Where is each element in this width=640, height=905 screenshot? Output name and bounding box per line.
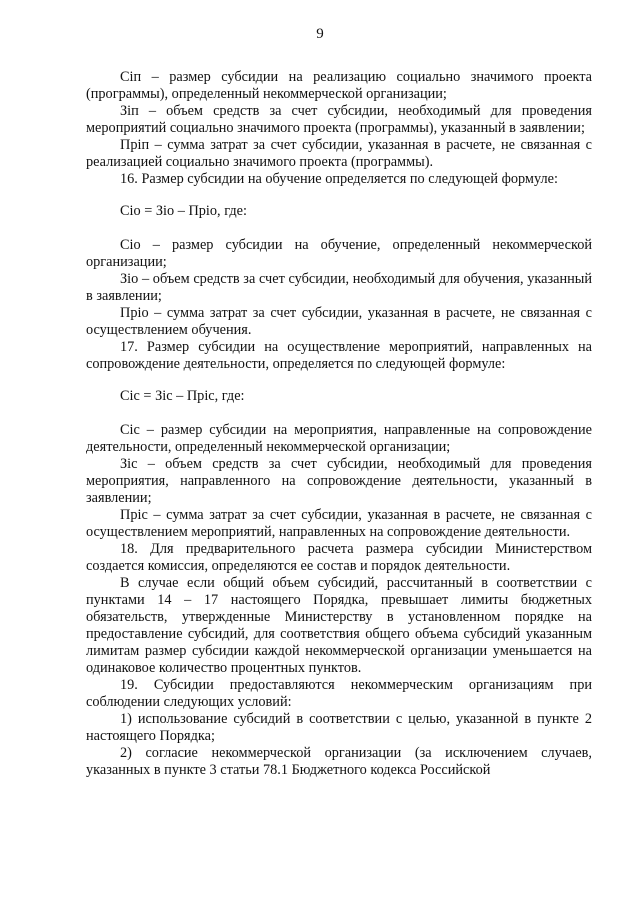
paragraph-prio-definition: Прio – сумма затрат за счет субсидии, указанная в расчете, не связанная с осуществлением обучения.	[86, 305, 592, 338]
paragraph-zip-definition: Зiп – объем средств за счет субсидии, необходимый для проведения мероприятий социально значимого проекта (программы), указанный в заявлении;	[86, 103, 592, 136]
paragraph-cis-definition: Сiс – размер субсидии на мероприятия, направленные на сопровождение деятельности, определенный некоммерческой организации;	[86, 422, 592, 455]
formula-training: Сio = Зio – Прio, где:	[120, 203, 247, 219]
paragraph-pris-definition: Прiс – сумма затрат за счет субсидии, указанная в расчете, не связанная с осуществлением мероприятий, направленных на сопровождение деятельности.	[86, 507, 592, 540]
document-body	[86, 69, 592, 779]
paragraph-prip-definition: Прiп – сумма затрат за счет субсидии, указанная в расчете, не связанная с реализацией социально значимого проекта (программы).	[86, 137, 592, 170]
paragraph-19: 19. Субсидии предоставляются некоммерческим организациям при соблюдении следующих условий:	[86, 677, 592, 710]
paragraph-17: 17. Размер субсидии на осуществление мероприятий, направленных на сопровождение деятельности, определяется по следующей формуле:	[86, 339, 592, 372]
condition-1: 1) использование субсидий в соответствии с целью, указанной в пункте 2 настоящего Порядка;	[86, 711, 592, 744]
paragraph-16: 16. Размер субсидии на обучение определяется по следующей формуле:	[120, 171, 558, 187]
page-number: 9	[316, 26, 324, 42]
paragraph-cio-definition: Сio – размер субсидии на обучение, определенный некоммерческой организации;	[86, 237, 592, 270]
paragraph-zis-definition: Зiс – объем средств за счет субсидии, необходимый для проведения мероприятия, направленного на сопровождение деятельности, указанный в заявлении;	[86, 456, 592, 506]
condition-2: 2) согласие некоммерческой организации (за исключением случаев, указанных в пункте 3 статьи 78.1 Бюджетного кодекса Российской	[86, 745, 592, 778]
paragraph-zio-definition: Зio – объем средств за счет субсидии, необходимый для обучения, указанный в заявлении;	[86, 271, 592, 304]
formula-support: Сiс = Зiс – Прiс, где:	[120, 388, 245, 404]
paragraph-18: 18. Для предварительного расчета размера субсидии Министерством создается комиссия, определяются ее состав и порядок деятельности.	[86, 541, 592, 574]
paragraph-limit-reduction: В случае если общий объем субсидий, рассчитанный в соответствии с пунктами 14 – 17 настоящего Порядка, превышает лимиты бюджетных обязательств, утвержденные Министерству в установленном порядке на предоставление субсидий, для соответствия общего объема субсидий указанным лимитам размер субсидии каждой некоммерческой организации уменьшается на одинаковое количество процентных пунктов.	[86, 575, 592, 676]
paragraph-cip-definition: Сiп – размер субсидии на реализацию социально значимого проекта (программы), определенный некоммерческой организации;	[86, 69, 592, 102]
